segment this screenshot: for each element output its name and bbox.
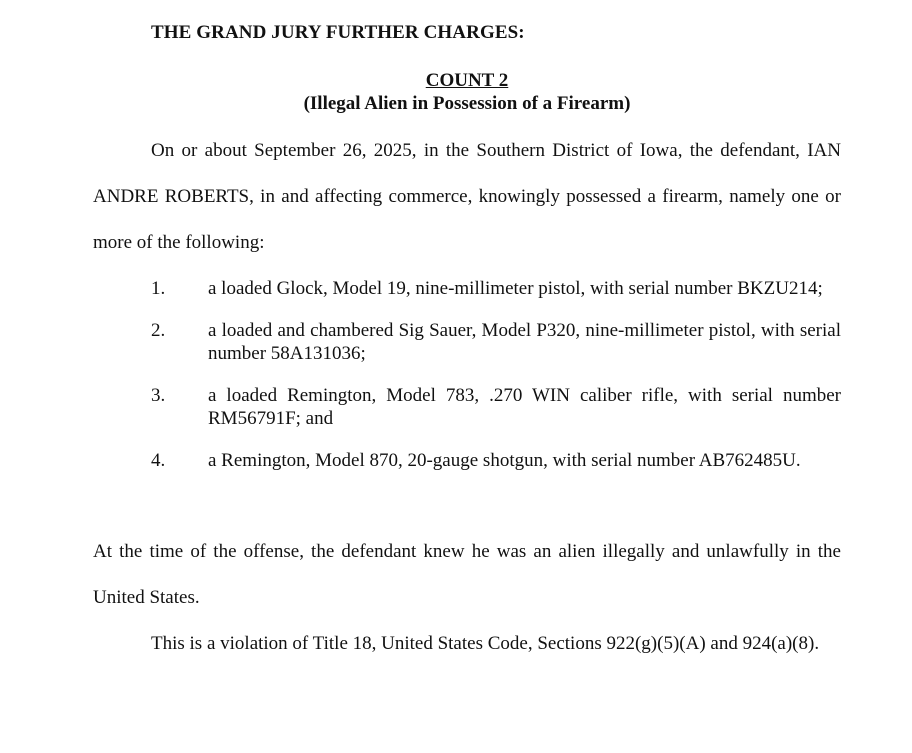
count-title: COUNT 2	[425, 70, 509, 91]
list-item-number: 3.	[151, 385, 166, 406]
violation-paragraph: This is a violation of Title 18, United States Code, Sections 922(g)(5)(A) and 924(a)(8).	[151, 633, 820, 654]
list-item-text: a loaded Remington, Model 783, .270 WIN caliber rifle, with serial number RM56791F; and	[208, 385, 841, 429]
list-item-text: a Remington, Model 870, 20-gauge shotgun, with serial number AB762485U.	[208, 450, 801, 471]
list-item	[151, 449, 841, 472]
list-item	[151, 384, 841, 430]
list-item-text: a loaded and chambered Sig Sauer, Model P320, nine-millimeter pistol, with serial number 58A131036;	[208, 320, 841, 364]
list-item-number: 1.	[151, 278, 166, 299]
list-item-text: a loaded Glock, Model 19, nine-millimeter pistol, with serial number BKZU214;	[208, 278, 823, 299]
list-item-number: 2.	[151, 320, 166, 341]
list-item-number: 4.	[151, 450, 166, 471]
intro-paragraph: On or about September 26, 2025, in the Southern District of Iowa, the defendant, IAN ANDRE ROBERTS, in and affecting commerce, knowingly possessed a firearm, namely one or more of the following:	[93, 140, 841, 253]
section-heading: THE GRAND JURY FURTHER CHARGES:	[151, 22, 525, 43]
knowledge-paragraph: At the time of the offense, the defendant knew he was an alien illegally and unlawfully in the United States.	[93, 541, 841, 608]
count-subtitle: (Illegal Alien in Possession of a Firearm)	[303, 93, 631, 114]
firearms-list	[151, 277, 841, 491]
list-item	[151, 319, 841, 365]
list-item	[151, 277, 841, 300]
